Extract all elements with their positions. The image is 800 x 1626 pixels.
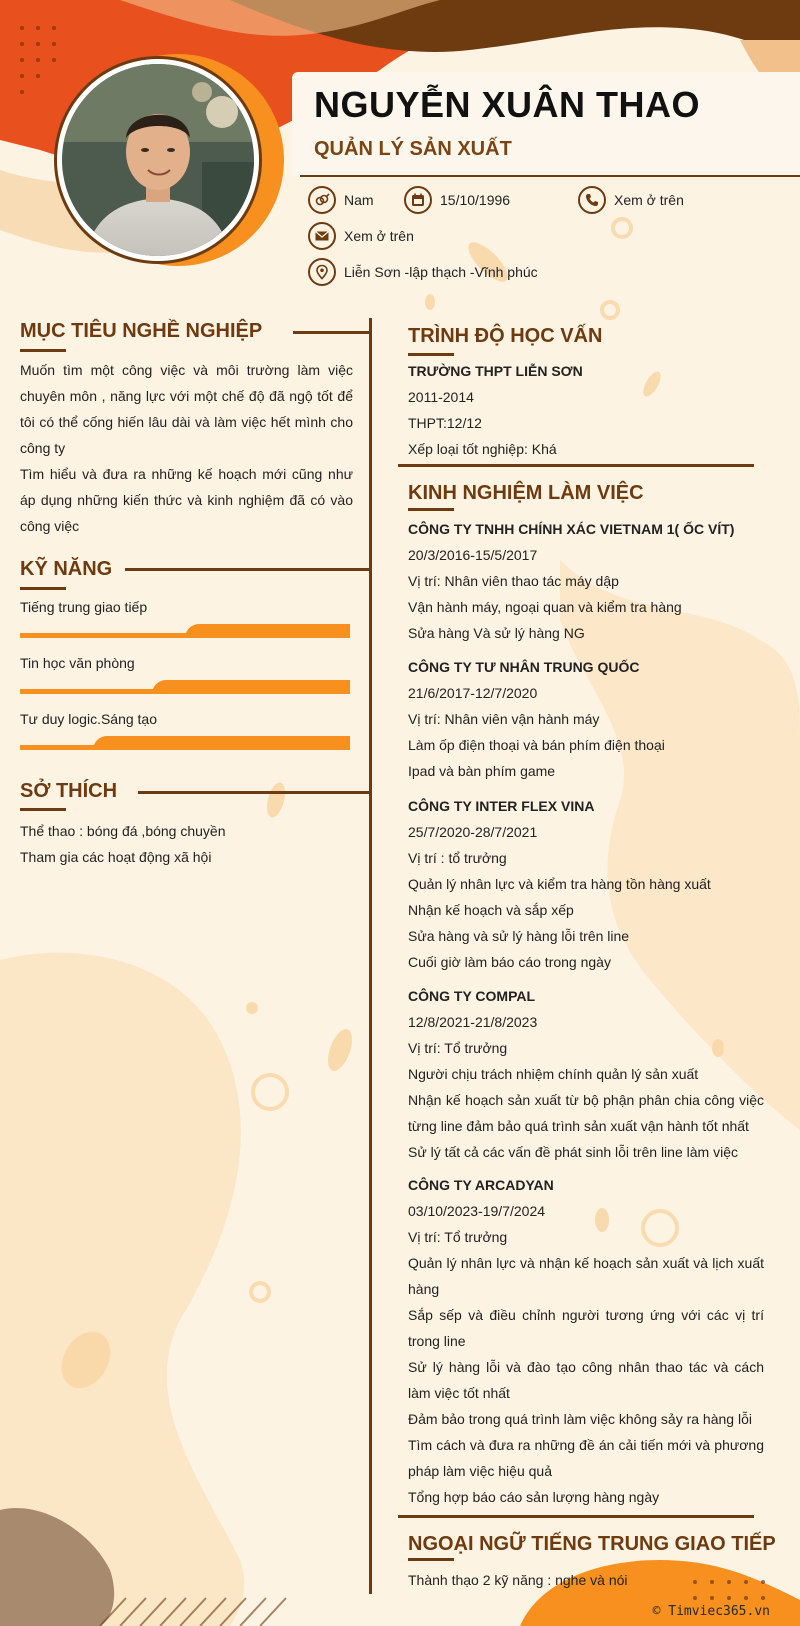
job-line: Quản lý nhân lực và nhận kế hoạch sản xuất và lịch xuất hàng [408, 1255, 764, 1297]
hobbies-list [20, 818, 353, 870]
skill-bar [20, 624, 350, 638]
job-line: Vị trí : tổ trưởng [408, 850, 507, 866]
language-text: Thành thạo 2 kỹ năng : nghe và nói [408, 1572, 628, 1588]
hobbies-heading: SỞ THÍCH [20, 780, 118, 802]
email-item [308, 222, 414, 250]
job-company: CÔNG TY ARCADYAN [408, 1177, 554, 1193]
objective-underline [20, 349, 66, 352]
skills-underline [20, 587, 66, 590]
gender-icon [308, 186, 336, 214]
skill-bar-fill [185, 624, 350, 638]
avatar-frame [52, 52, 290, 290]
school-grade: THPT:12/12 [408, 415, 482, 431]
job-line: Vị trí: Tổ trưởng [408, 1040, 508, 1056]
job-line: Sửa hàng Và sử lý hàng NG [408, 625, 585, 641]
candidate-name: NGUYỄN XUÂN THAO [314, 84, 701, 125]
job-line: Sắp sếp và điều chỉnh người tương ứng với các vị trí trong line [408, 1307, 764, 1349]
job-line: Nhận kế hoạch và sắp xếp [408, 902, 574, 918]
job-period: 25/7/2020-28/7/2021 [408, 824, 538, 840]
experience-heading: KINH NGHIỆM LÀM VIỆC [408, 482, 644, 504]
skill-bar [20, 736, 350, 750]
language-underline [408, 1558, 454, 1561]
column-divider [369, 318, 372, 1594]
copyright-footer: © Timviec365.vn [652, 1604, 770, 1619]
job-line: Nhận kế hoạch sản xuất từ bộ phận phân chia công việc từng line đảm bảo quá trình sản xuất vận hành tốt nhất [408, 1092, 764, 1134]
job-line: Vị trí: Nhân viên thao tác máy dập [408, 573, 619, 589]
birthday-item [404, 186, 510, 214]
job-entry [408, 1172, 764, 1510]
skill-name: Tiếng trung giao tiếp [20, 599, 148, 615]
skill-name: Tin học văn phòng [20, 655, 135, 671]
objective-paragraph: Muốn tìm một công việc và môi trường làm việc chuyên môn , năng lực với một chế độ đã ngộ tốt để tôi có thể cống hiến lâu dài và làm việc hết mình cho công ty [20, 362, 353, 456]
calendar-icon [404, 186, 432, 214]
email-value: Xem ở trên [344, 228, 414, 244]
job-company: CÔNG TY INTER FLEX VINA [408, 798, 595, 814]
experience-underline [408, 508, 454, 511]
education-heading: TRÌNH ĐỘ HỌC VẤN [408, 325, 603, 347]
job-period: 20/3/2016-15/5/2017 [408, 547, 538, 563]
job-line: Người chịu trách nhiệm chính quản lý sản xuất [408, 1066, 699, 1082]
location-pin-icon [308, 258, 336, 286]
hobby-item: Tham gia các hoạt động xã hội [20, 849, 212, 865]
address-item [308, 258, 538, 286]
objective-rule [293, 331, 369, 334]
job-line: Đảm bảo trong quá trình làm việc không sảy ra hàng lỗi [408, 1411, 752, 1427]
school-name: TRƯỜNG THPT LIỄN SƠN [408, 363, 583, 379]
gender-item [308, 186, 374, 214]
hobbies-underline [20, 808, 66, 811]
objective-heading: MỤC TIÊU NGHỀ NGHIỆP [20, 320, 263, 342]
job-entry [408, 654, 764, 784]
job-line: Ipad và bàn phím game [408, 763, 556, 779]
phone-icon [578, 186, 606, 214]
job-line: Làm ốp điện thoại và bán phím điện thoại [408, 737, 665, 753]
job-company: CÔNG TY TƯ NHÂN TRUNG QUỐC [408, 659, 640, 675]
job-period: 21/6/2017-12/7/2020 [408, 685, 538, 701]
gender-value: Nam [344, 192, 374, 208]
graduation-rank: Xếp loại tốt nghiệp: Khá [408, 441, 557, 457]
objective-text [20, 357, 353, 539]
job-entry [408, 516, 764, 646]
job-line: Vận hành máy, ngoại quan và kiểm tra hàng [408, 599, 682, 615]
job-period: 12/8/2021-21/8/2023 [408, 1014, 538, 1030]
job-line: Tìm cách và đưa ra những đề án cải tiến mới và phương pháp làm việc hiệu quả [408, 1437, 764, 1479]
skill-bar-fill [93, 736, 350, 750]
hobbies-rule [138, 791, 369, 794]
hobby-item: Thể thao : bóng đá ,bóng chuyền [20, 823, 226, 839]
education-block [408, 358, 768, 462]
job-company: CÔNG TY COMPAL [408, 988, 536, 1004]
job-line: Sử lý hàng lỗi và đào tạo công nhân thao tác và cách làm việc tốt nhất [408, 1359, 764, 1401]
candidate-title: QUẢN LÝ SẢN XUẤT [314, 138, 512, 160]
envelope-icon [308, 222, 336, 250]
job-line: Vị trí: Tổ trưởng [408, 1229, 508, 1245]
skill-bar-fill [152, 680, 350, 694]
avatar [52, 52, 290, 290]
job-entry [408, 793, 764, 975]
job-company: CÔNG TY TNHH CHÍNH XÁC VIETNAM 1( ỐC VÍT) [408, 521, 735, 537]
job-line: Vị trí: Nhân viên vận hành máy [408, 711, 600, 727]
address-value: Liễn Sơn -lập thạch -Vĩnh phúc [344, 264, 538, 280]
job-line: Tổng hợp báo cáo sản lượng hàng ngày [408, 1489, 660, 1505]
job-entry [408, 983, 764, 1165]
phone-value: Xem ở trên [614, 192, 684, 208]
school-period: 2011-2014 [408, 389, 474, 405]
job-line: Quản lý nhân lực và kiểm tra hàng tồn hàng xuất [408, 876, 711, 892]
skill-bar [20, 680, 350, 694]
skills-rule [125, 568, 369, 571]
objective-paragraph: Tìm hiểu và đưa ra những kế hoạch mới cũng như áp dụng những kiến thức và kinh nghiệm đã có vào công việc [20, 466, 353, 534]
phone-item [578, 186, 684, 214]
job-line: Sửa hàng và sử lý hàng lỗi trên line [408, 928, 630, 944]
experience-rule [398, 1515, 754, 1518]
education-underline [408, 353, 454, 356]
job-line: Cuối giờ làm báo cáo trong ngày [408, 954, 611, 970]
skills-heading: KỸ NĂNG [20, 558, 113, 580]
birthday-value: 15/10/1996 [440, 192, 511, 208]
skill-name: Tư duy logic.Sáng tạo [20, 711, 158, 727]
job-line: Sử lý tất cả các vấn đề phát sinh lỗi trên line làm việc [408, 1144, 738, 1160]
job-period: 03/10/2023-19/7/2024 [408, 1203, 546, 1219]
header-divider [300, 175, 800, 177]
education-rule [398, 464, 754, 467]
language-heading: NGOẠI NGỮ TIẾNG TRUNG GIAO TIẾP [408, 1533, 776, 1555]
